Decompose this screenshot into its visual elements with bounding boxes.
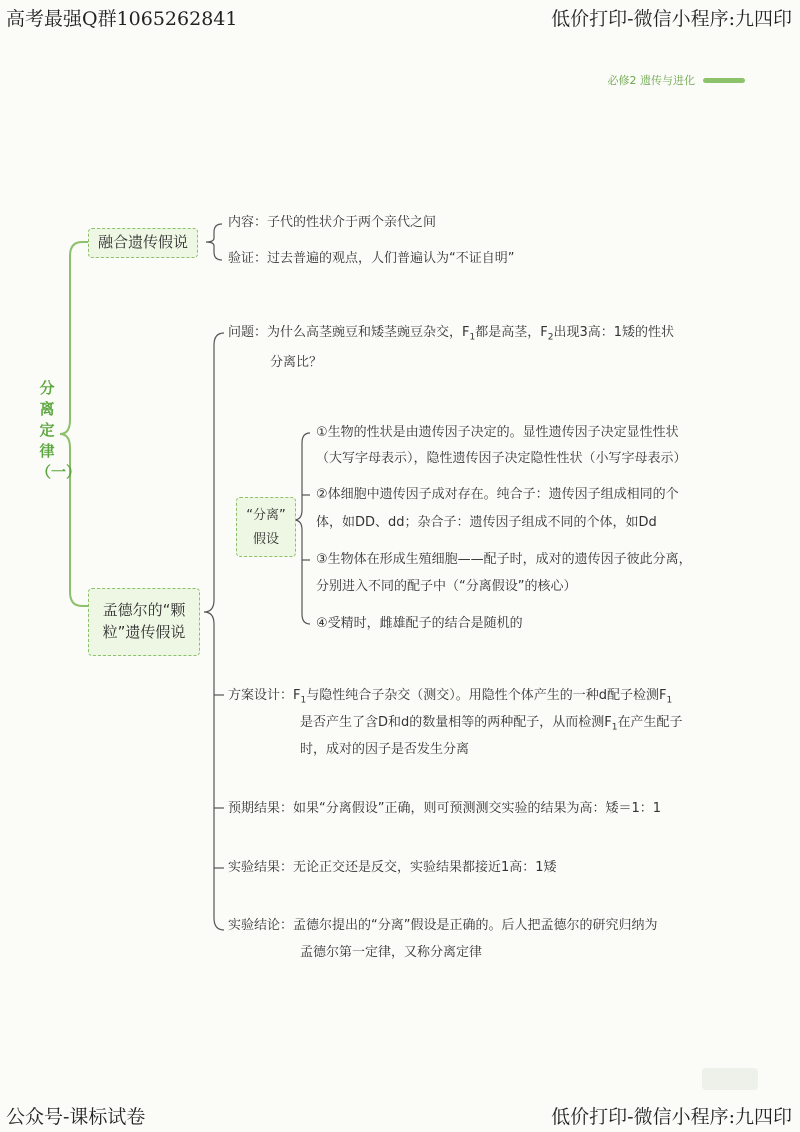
- root-node-label: 分离定律（一）: [36, 379, 82, 481]
- watermark-bottom-left: 公众号-课标试卷: [6, 1106, 146, 1128]
- hypothesis-1-line1: ①生物的性状是由遗传因子决定的。显性遗传因子决定显性性状: [316, 425, 679, 440]
- hypothesis-1-line2: （大写字母表示），隐性遗传因子决定隐性性状（小写字母表示）: [316, 451, 687, 466]
- expected-result: 预期结果：如果“分离假设”正确，则可预测测交实验的结果为高：矮＝1：1: [228, 801, 662, 816]
- experiment-result: 实验结果：无论正交还是反交，实验结果都接近1高：1矮: [228, 860, 557, 875]
- page-corner-mark: [702, 1068, 758, 1090]
- header-label: 必修2 遗传与进化: [607, 74, 695, 87]
- subscript: 1: [469, 332, 476, 343]
- conclusion-line2: 孟德尔第一定律，又称分离定律: [300, 945, 483, 960]
- watermark-top-left: 高考最强Q群1065262841: [6, 8, 238, 30]
- design-text-a: 方案设计：F: [228, 688, 301, 703]
- separation-hypothesis-node: [236, 497, 296, 557]
- design-text-d: 在产生配子: [617, 715, 683, 730]
- question-line2: 分离比？: [270, 355, 323, 370]
- design-line2: 是否产生了含D和d的数量相等的两种配子，从而检测$F_1$在产生配子: [300, 715, 683, 733]
- blend-content: 内容：子代的性状介于两个亲代之间: [228, 215, 437, 230]
- hypothesis-3-line2: 分别进入不同的配子中（“分离假设”的核心）: [316, 579, 577, 594]
- question-text-c: 出现3高：1矮的性状: [553, 325, 674, 340]
- watermark-bottom-right: 低价打印-微信小程序:九四印: [551, 1106, 792, 1128]
- blend-hypothesis-title: 融合遗传假说: [97, 233, 188, 251]
- question-text-b: 都是高茎，F: [475, 325, 548, 340]
- question-line1: 问题：为什么高茎豌豆和矮茎豌豆杂交，$F_1$都是高茎，$F_2$出现3高：1矮的性状: [228, 325, 674, 343]
- hypothesis-2-line2: 体，如DD、dd；杂合子：遗传因子组成不同的个体，如Dd: [316, 515, 657, 530]
- design-line1: 方案设计：$F_1$与隐性纯合子杂交（测交）。用隐性个体产生的一种d配子检测$F_1$: [228, 688, 673, 706]
- hypothesis-3-line1: ③生物体在形成生殖细胞——配子时，成对的遗传因子彼此分离，: [316, 552, 692, 567]
- design-text-b: 与隐性纯合子杂交（测交）。用隐性个体产生的一种d配子检测F: [306, 688, 667, 703]
- mendel-title-line1: 孟德尔的“颗: [102, 601, 186, 619]
- design-line3: 时，成对的因子是否发生分离: [300, 742, 470, 757]
- hyp-label-line2: 假设: [252, 532, 279, 547]
- hyp-label-line1: “分离”: [246, 508, 286, 523]
- question-text-a: 问题：为什么高茎豌豆和矮茎豌豆杂交，F: [228, 325, 470, 340]
- blend-verify: 验证：过去普遍的观点，人们普遍认为“不证自明”: [228, 251, 515, 266]
- mendel-hypothesis-node: [88, 588, 200, 656]
- hypothesis-2-line1: ②体细胞中遗传因子成对存在。纯合子：遗传因子组成相同的个: [316, 487, 679, 502]
- hypothesis-4: ④受精时，雌雄配子的结合是随机的: [316, 616, 523, 631]
- conclusion-line1: 实验结论：孟德尔提出的“分离”假设是正确的。后人把孟德尔的研究归纳为: [228, 918, 658, 933]
- mendel-title-line2: 粒”遗传假说: [102, 623, 186, 641]
- blend-hypothesis-node: [88, 228, 198, 258]
- design-text-c: 是否产生了含D和d的数量相等的两种配子，从而检测F: [300, 715, 612, 730]
- watermark-top-right: 低价打印-微信小程序:九四印: [551, 8, 792, 30]
